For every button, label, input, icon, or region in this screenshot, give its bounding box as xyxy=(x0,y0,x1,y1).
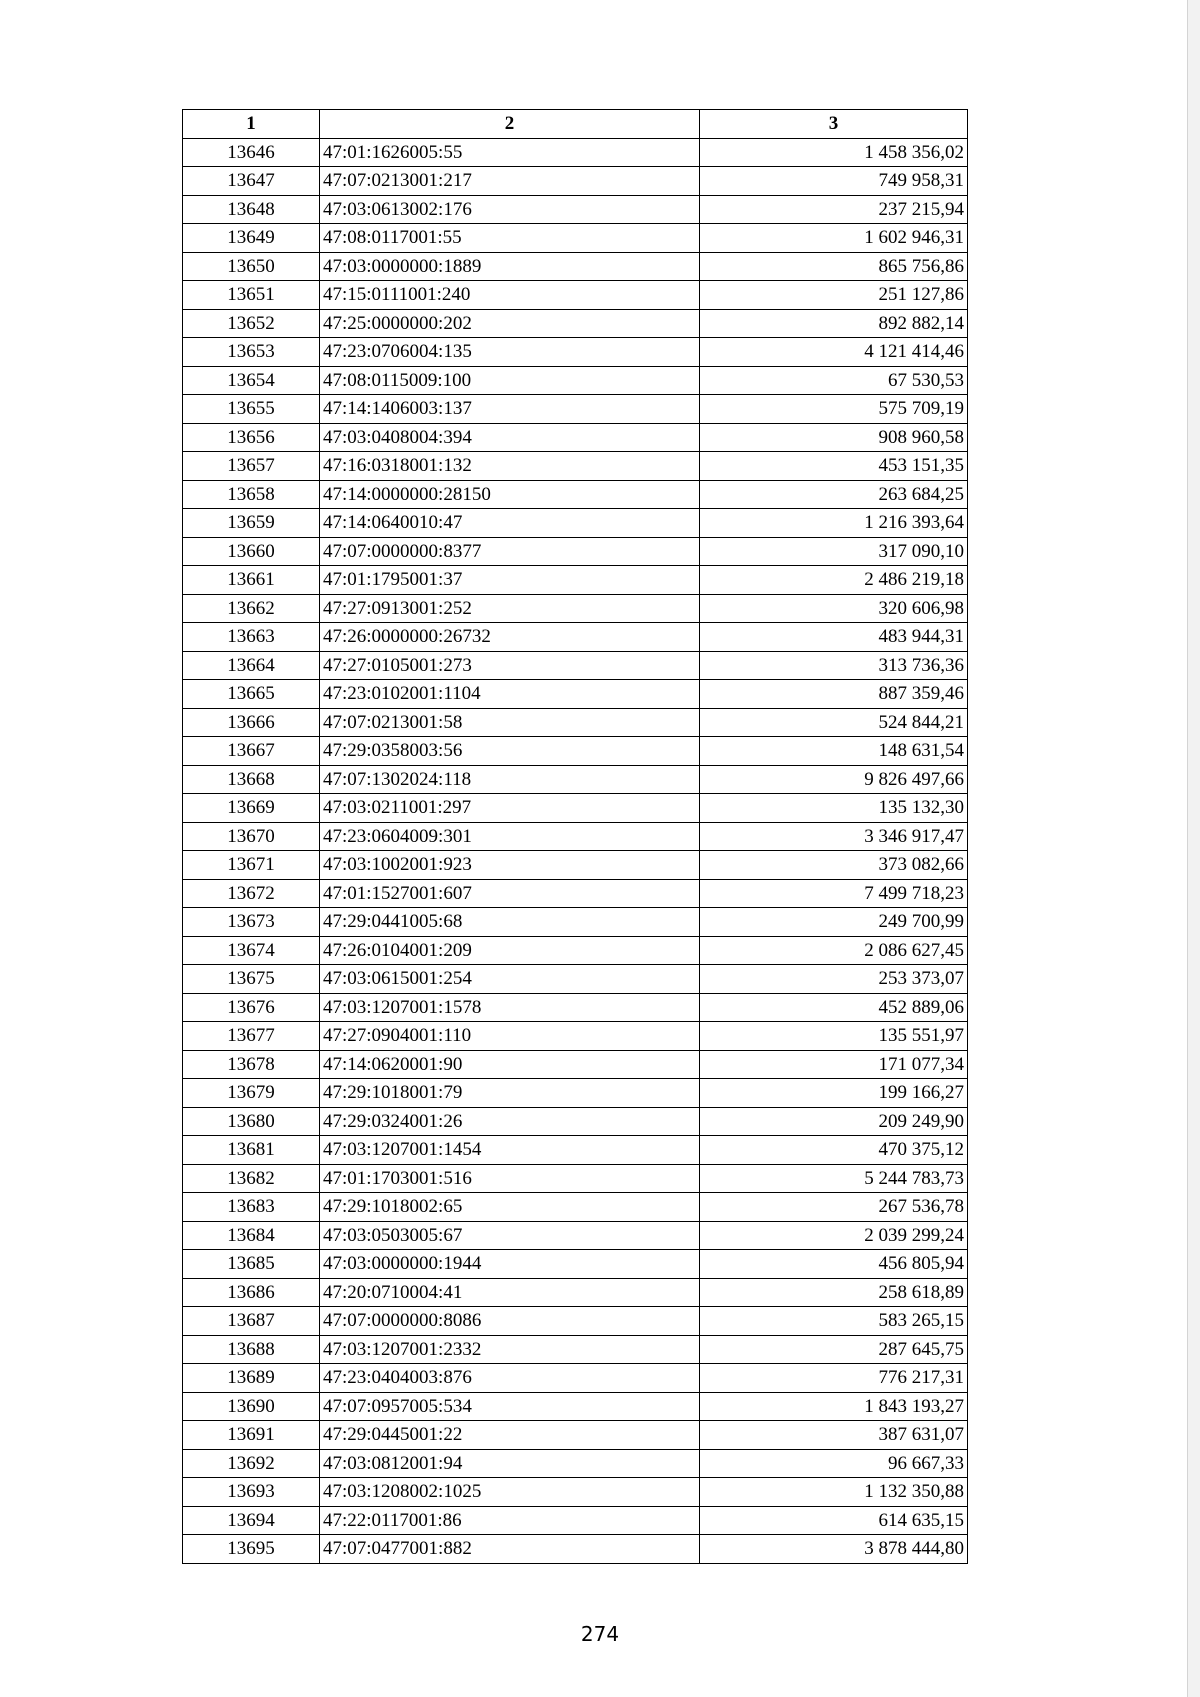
cadastral-number-cell: 47:03:1207001:1578 xyxy=(320,993,700,1022)
row-number-cell: 13691 xyxy=(183,1421,320,1450)
row-number-cell: 13686 xyxy=(183,1278,320,1307)
row-number-cell: 13662 xyxy=(183,594,320,623)
cadastral-number-cell: 47:03:0613002:176 xyxy=(320,195,700,224)
row-number-cell: 13692 xyxy=(183,1449,320,1478)
cadastral-number-cell: 47:27:0904001:110 xyxy=(320,1022,700,1051)
row-number-cell: 13694 xyxy=(183,1506,320,1535)
cadastral-number-cell: 47:23:0604009:301 xyxy=(320,822,700,851)
table-row xyxy=(183,366,968,395)
cadastral-number-cell: 47:16:0318001:132 xyxy=(320,452,700,481)
value-cell: 387 631,07 xyxy=(700,1421,968,1450)
row-number-cell: 13671 xyxy=(183,851,320,880)
value-cell: 199 166,27 xyxy=(700,1079,968,1108)
cadastral-number-cell: 47:14:1406003:137 xyxy=(320,395,700,424)
table-row xyxy=(183,737,968,766)
row-number-cell: 13667 xyxy=(183,737,320,766)
row-number-cell: 13664 xyxy=(183,651,320,680)
row-number-cell: 13695 xyxy=(183,1535,320,1564)
row-number-cell: 13687 xyxy=(183,1307,320,1336)
cadastral-number-cell: 47:29:0441005:68 xyxy=(320,908,700,937)
row-number-cell: 13655 xyxy=(183,395,320,424)
cadastral-number-cell: 47:27:0105001:273 xyxy=(320,651,700,680)
value-cell: 148 631,54 xyxy=(700,737,968,766)
cadastral-number-cell: 47:03:0812001:94 xyxy=(320,1449,700,1478)
value-cell: 4 121 414,46 xyxy=(700,338,968,367)
row-number-cell: 13677 xyxy=(183,1022,320,1051)
cadastral-number-cell: 47:01:1703001:516 xyxy=(320,1164,700,1193)
table-row xyxy=(183,1221,968,1250)
value-cell: 249 700,99 xyxy=(700,908,968,937)
value-cell: 96 667,33 xyxy=(700,1449,968,1478)
cadastral-number-cell: 47:29:1018002:65 xyxy=(320,1193,700,1222)
cadastral-number-cell: 47:07:0477001:882 xyxy=(320,1535,700,1564)
value-cell: 320 606,98 xyxy=(700,594,968,623)
table-row xyxy=(183,195,968,224)
value-cell: 67 530,53 xyxy=(700,366,968,395)
row-number-cell: 13685 xyxy=(183,1250,320,1279)
cadastral-number-cell: 47:23:0102001:1104 xyxy=(320,680,700,709)
row-number-cell: 13673 xyxy=(183,908,320,937)
value-cell: 373 082,66 xyxy=(700,851,968,880)
row-number-cell: 13675 xyxy=(183,965,320,994)
cadastral-number-cell: 47:03:0503005:67 xyxy=(320,1221,700,1250)
table-row xyxy=(183,480,968,509)
row-number-cell: 13682 xyxy=(183,1164,320,1193)
value-cell: 865 756,86 xyxy=(700,252,968,281)
value-cell: 2 039 299,24 xyxy=(700,1221,968,1250)
value-cell: 3 346 917,47 xyxy=(700,822,968,851)
value-cell: 1 602 946,31 xyxy=(700,224,968,253)
value-cell: 135 551,97 xyxy=(700,1022,968,1051)
value-cell: 267 536,78 xyxy=(700,1193,968,1222)
table-row xyxy=(183,1535,968,1564)
table-row xyxy=(183,281,968,310)
row-number-cell: 13674 xyxy=(183,936,320,965)
cadastral-number-cell: 47:03:0408004:394 xyxy=(320,423,700,452)
cadastral-number-cell: 47:23:0706004:135 xyxy=(320,338,700,367)
row-number-cell: 13683 xyxy=(183,1193,320,1222)
cadastral-number-cell: 47:23:0404003:876 xyxy=(320,1364,700,1393)
cadastral-number-cell: 47:07:0000000:8377 xyxy=(320,537,700,566)
row-number-cell: 13648 xyxy=(183,195,320,224)
table-row xyxy=(183,822,968,851)
cadastral-number-cell: 47:27:0913001:252 xyxy=(320,594,700,623)
row-number-cell: 13646 xyxy=(183,138,320,167)
cadastral-number-cell: 47:03:0211001:297 xyxy=(320,794,700,823)
cadastral-number-cell: 47:03:0000000:1889 xyxy=(320,252,700,281)
cadastral-number-cell: 47:26:0104001:209 xyxy=(320,936,700,965)
table-row xyxy=(183,138,968,167)
table-row xyxy=(183,1250,968,1279)
row-number-cell: 13649 xyxy=(183,224,320,253)
row-number-cell: 13657 xyxy=(183,452,320,481)
table-row xyxy=(183,936,968,965)
value-cell: 313 736,36 xyxy=(700,651,968,680)
value-cell: 453 151,35 xyxy=(700,452,968,481)
page-edge xyxy=(1187,0,1200,1697)
row-number-cell: 13678 xyxy=(183,1050,320,1079)
value-cell: 3 878 444,80 xyxy=(700,1535,968,1564)
cadastral-number-cell: 47:15:0111001:240 xyxy=(320,281,700,310)
row-number-cell: 13668 xyxy=(183,765,320,794)
value-cell: 583 265,15 xyxy=(700,1307,968,1336)
table-row xyxy=(183,1449,968,1478)
row-number-cell: 13665 xyxy=(183,680,320,709)
table-row xyxy=(183,537,968,566)
value-cell: 2 486 219,18 xyxy=(700,566,968,595)
table-row xyxy=(183,1506,968,1535)
table-row xyxy=(183,651,968,680)
cadastral-number-cell: 47:26:0000000:26732 xyxy=(320,623,700,652)
row-number-cell: 13693 xyxy=(183,1478,320,1507)
value-cell: 263 684,25 xyxy=(700,480,968,509)
table-row xyxy=(183,252,968,281)
cadastral-number-cell: 47:03:1208002:1025 xyxy=(320,1478,700,1507)
value-cell: 287 645,75 xyxy=(700,1335,968,1364)
table-row xyxy=(183,1278,968,1307)
row-number-cell: 13672 xyxy=(183,879,320,908)
value-cell: 258 618,89 xyxy=(700,1278,968,1307)
cadastral-number-cell: 47:14:0640010:47 xyxy=(320,509,700,538)
page-number: 274 xyxy=(580,1622,620,1646)
value-cell: 575 709,19 xyxy=(700,395,968,424)
value-cell: 253 373,07 xyxy=(700,965,968,994)
table-row xyxy=(183,594,968,623)
table-row xyxy=(183,1050,968,1079)
row-number-cell: 13663 xyxy=(183,623,320,652)
value-cell: 524 844,21 xyxy=(700,708,968,737)
cadastral-number-cell: 47:14:0000000:28150 xyxy=(320,480,700,509)
cadastral-number-cell: 47:22:0117001:86 xyxy=(320,1506,700,1535)
cadastral-number-cell: 47:07:0957005:534 xyxy=(320,1392,700,1421)
row-number-cell: 13650 xyxy=(183,252,320,281)
value-cell: 1 216 393,64 xyxy=(700,509,968,538)
row-number-cell: 13688 xyxy=(183,1335,320,1364)
table-header-row xyxy=(183,110,968,139)
table-row xyxy=(183,708,968,737)
value-cell: 237 215,94 xyxy=(700,195,968,224)
cadastral-number-cell: 47:14:0620001:90 xyxy=(320,1050,700,1079)
table-row xyxy=(183,509,968,538)
row-number-cell: 13652 xyxy=(183,309,320,338)
value-cell: 171 077,34 xyxy=(700,1050,968,1079)
data-table xyxy=(182,109,968,1564)
cadastral-number-cell: 47:07:0213001:58 xyxy=(320,708,700,737)
row-number-cell: 13689 xyxy=(183,1364,320,1393)
table-row xyxy=(183,993,968,1022)
row-number-cell: 13669 xyxy=(183,794,320,823)
table-row xyxy=(183,1022,968,1051)
table-row xyxy=(183,1079,968,1108)
value-cell: 892 882,14 xyxy=(700,309,968,338)
table-row xyxy=(183,1421,968,1450)
cadastral-number-cell: 47:03:0000000:1944 xyxy=(320,1250,700,1279)
row-number-cell: 13660 xyxy=(183,537,320,566)
row-number-cell: 13679 xyxy=(183,1079,320,1108)
value-cell: 7 499 718,23 xyxy=(700,879,968,908)
row-number-cell: 13656 xyxy=(183,423,320,452)
row-number-cell: 13653 xyxy=(183,338,320,367)
cadastral-number-cell: 47:01:1795001:37 xyxy=(320,566,700,595)
row-number-cell: 13680 xyxy=(183,1107,320,1136)
value-cell: 456 805,94 xyxy=(700,1250,968,1279)
row-number-cell: 13658 xyxy=(183,480,320,509)
value-cell: 1 843 193,27 xyxy=(700,1392,968,1421)
table-row xyxy=(183,1107,968,1136)
column-header-1: 1 xyxy=(183,110,320,139)
row-number-cell: 13661 xyxy=(183,566,320,595)
table-row xyxy=(183,794,968,823)
table-row xyxy=(183,851,968,880)
cadastral-number-cell: 47:29:0445001:22 xyxy=(320,1421,700,1450)
cadastral-number-cell: 47:29:0324001:26 xyxy=(320,1107,700,1136)
column-header-2: 2 xyxy=(320,110,700,139)
value-cell: 776 217,31 xyxy=(700,1364,968,1393)
table-row xyxy=(183,879,968,908)
table-row xyxy=(183,423,968,452)
value-cell: 614 635,15 xyxy=(700,1506,968,1535)
table-row xyxy=(183,1136,968,1165)
table-row xyxy=(183,623,968,652)
table-row xyxy=(183,1193,968,1222)
table-row xyxy=(183,1335,968,1364)
row-number-cell: 13676 xyxy=(183,993,320,1022)
value-cell: 483 944,31 xyxy=(700,623,968,652)
value-cell: 5 244 783,73 xyxy=(700,1164,968,1193)
table-row xyxy=(183,965,968,994)
value-cell: 1 132 350,88 xyxy=(700,1478,968,1507)
value-cell: 317 090,10 xyxy=(700,537,968,566)
table-row xyxy=(183,1478,968,1507)
value-cell: 1 458 356,02 xyxy=(700,138,968,167)
value-cell: 9 826 497,66 xyxy=(700,765,968,794)
cadastral-number-cell: 47:29:0358003:56 xyxy=(320,737,700,766)
value-cell: 135 132,30 xyxy=(700,794,968,823)
table-body xyxy=(183,138,968,1563)
cadastral-number-cell: 47:03:1002001:923 xyxy=(320,851,700,880)
table-row xyxy=(183,1392,968,1421)
row-number-cell: 13647 xyxy=(183,167,320,196)
cadastral-number-cell: 47:01:1527001:607 xyxy=(320,879,700,908)
cadastral-number-cell: 47:07:0000000:8086 xyxy=(320,1307,700,1336)
table-row xyxy=(183,338,968,367)
table-row xyxy=(183,1364,968,1393)
table-row xyxy=(183,395,968,424)
value-cell: 470 375,12 xyxy=(700,1136,968,1165)
row-number-cell: 13684 xyxy=(183,1221,320,1250)
table-row xyxy=(183,566,968,595)
value-cell: 887 359,46 xyxy=(700,680,968,709)
value-cell: 908 960,58 xyxy=(700,423,968,452)
table-row xyxy=(183,1307,968,1336)
cadastral-number-cell: 47:07:1302024:118 xyxy=(320,765,700,794)
value-cell: 2 086 627,45 xyxy=(700,936,968,965)
cadastral-number-cell: 47:01:1626005:55 xyxy=(320,138,700,167)
cadastral-number-cell: 47:08:0117001:55 xyxy=(320,224,700,253)
cadastral-number-cell: 47:08:0115009:100 xyxy=(320,366,700,395)
table-row xyxy=(183,452,968,481)
value-cell: 251 127,86 xyxy=(700,281,968,310)
row-number-cell: 13654 xyxy=(183,366,320,395)
cadastral-number-cell: 47:20:0710004:41 xyxy=(320,1278,700,1307)
cadastral-number-cell: 47:07:0213001:217 xyxy=(320,167,700,196)
cadastral-number-cell: 47:29:1018001:79 xyxy=(320,1079,700,1108)
cadastral-number-cell: 47:25:0000000:202 xyxy=(320,309,700,338)
table-row xyxy=(183,908,968,937)
row-number-cell: 13659 xyxy=(183,509,320,538)
row-number-cell: 13670 xyxy=(183,822,320,851)
value-cell: 209 249,90 xyxy=(700,1107,968,1136)
value-cell: 749 958,31 xyxy=(700,167,968,196)
cadastral-number-cell: 47:03:1207001:1454 xyxy=(320,1136,700,1165)
cadastral-number-cell: 47:03:0615001:254 xyxy=(320,965,700,994)
row-number-cell: 13690 xyxy=(183,1392,320,1421)
value-cell: 452 889,06 xyxy=(700,993,968,1022)
cadastral-number-cell: 47:03:1207001:2332 xyxy=(320,1335,700,1364)
table-row xyxy=(183,765,968,794)
table-row xyxy=(183,1164,968,1193)
table-row xyxy=(183,680,968,709)
table-row xyxy=(183,167,968,196)
column-header-3: 3 xyxy=(700,110,968,139)
row-number-cell: 13666 xyxy=(183,708,320,737)
row-number-cell: 13681 xyxy=(183,1136,320,1165)
row-number-cell: 13651 xyxy=(183,281,320,310)
table-row xyxy=(183,224,968,253)
table-row xyxy=(183,309,968,338)
